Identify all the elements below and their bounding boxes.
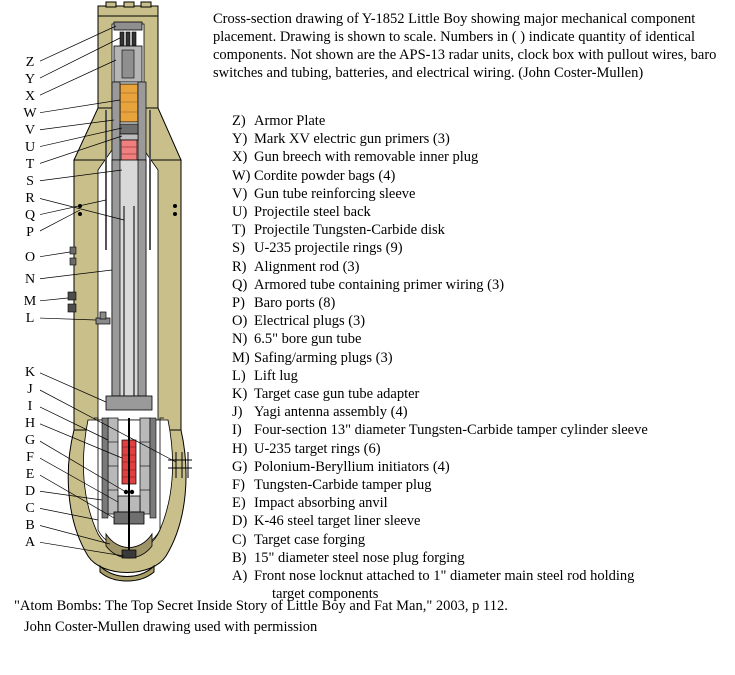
legend-text-v: Gun tube reinforcing sleeve [254, 185, 416, 202]
legend-item-s [232, 239, 727, 257]
legend-item-y [232, 130, 727, 148]
legend-key-p: P) [232, 295, 245, 312]
legend-text-a: Front nose locknut attached to 1" diameter main steel rod holding [254, 568, 635, 585]
legend-item-q [232, 276, 727, 294]
legend-text-e: Impact absorbing anvil [254, 495, 388, 512]
legend-item-r [232, 258, 727, 276]
callout-letter-i: I [27, 399, 33, 414]
callout-letter-u: U [24, 140, 36, 155]
callout-letter-j: J [27, 382, 33, 397]
legend-key-j: J) [232, 404, 243, 421]
legend-text-u: Projectile steel back [254, 204, 371, 221]
legend-text-y: Mark XV electric gun primers (3) [254, 131, 450, 148]
source-citation-line: "Atom Bombs: The Top Secret Inside Story of Little Boy and Fat Man," 2003, p 112. [14, 598, 508, 614]
legend-text-l: Lift lug [254, 367, 298, 384]
legend-text-a-continued: target components [272, 586, 379, 603]
gun-primers [120, 32, 136, 46]
callout-letter-d: D [24, 484, 36, 499]
callout-letter-z: Z [25, 55, 35, 70]
callout-letter-b: B [25, 518, 35, 533]
legend-key-s: S) [232, 240, 245, 257]
legend-item-k [232, 385, 727, 403]
legend-key-v: V) [232, 185, 248, 202]
legend-item-z [232, 112, 727, 130]
target-case-gun-tube-adapter [106, 396, 152, 410]
legend-text-f: Tungsten-Carbide tamper plug [254, 477, 432, 494]
callout-letter-m: M [23, 294, 37, 309]
legend-item-d [232, 512, 727, 530]
callout-letter-e: E [25, 467, 35, 482]
legend-item-w [232, 167, 727, 185]
legend-text-r: Alignment rod (3) [254, 258, 360, 275]
callout-letter-n: N [24, 272, 36, 287]
callout-letter-p: P [26, 225, 34, 240]
legend-item-j [232, 403, 727, 421]
legend-key-x: X) [232, 149, 248, 166]
legend-key-m: M) [232, 349, 250, 366]
cordite-powder-bags [120, 84, 138, 122]
bomb-cross-section-drawing [40, 0, 215, 590]
legend-text-z: Armor Plate [254, 113, 326, 129]
legend-text-b: 15" diameter steel nose plug forging [254, 549, 465, 566]
legend-item-u [232, 203, 727, 221]
legend-item-b [232, 549, 727, 567]
callout-letter-t: T [25, 157, 35, 172]
legend-item-l [232, 367, 727, 385]
legend-key-k: K) [232, 386, 248, 403]
legend-text-w: Cordite powder bags (4) [254, 167, 396, 184]
legend-text-h: U-235 target rings (6) [254, 440, 381, 457]
legend-item-t [232, 221, 727, 239]
callout-letter-l: L [25, 311, 35, 326]
legend-item-i [232, 421, 727, 439]
legend-item-h [232, 440, 727, 458]
legend-item-e [232, 494, 727, 512]
legend-key-u: U) [232, 204, 248, 221]
callout-letter-k: K [24, 365, 36, 380]
callout-letter-w: W [23, 106, 37, 121]
legend-key-l: L) [232, 367, 246, 384]
legend-key-a: A) [232, 568, 248, 585]
callout-letter-o: O [24, 250, 36, 265]
legend-key-c: C) [232, 531, 247, 548]
callout-letter-c: C [25, 501, 35, 516]
callout-letter-q: Q [24, 208, 36, 223]
gun-tube [112, 160, 146, 396]
legend-key-i: I) [232, 422, 242, 439]
legend-key-f: F) [232, 477, 245, 494]
legend-text-t: Projectile Tungsten-Carbide disk [254, 222, 445, 239]
armor-plate [114, 22, 142, 30]
legend-text-o: Electrical plugs (3) [254, 313, 366, 330]
legend-key-g: G) [232, 458, 248, 475]
legend-item-f [232, 476, 727, 494]
legend-key-w: W) [232, 167, 251, 184]
callout-letter-x: X [24, 89, 36, 104]
callout-letter-h: H [24, 416, 36, 431]
legend-text-d: K-46 steel target liner sleeve [254, 513, 421, 530]
legend-item-a [232, 567, 727, 585]
legend-key-o: O) [232, 313, 248, 330]
legend-text-m: Safing/arming plugs (3) [254, 349, 393, 366]
source-credit [14, 596, 714, 638]
callout-letter-r: R [25, 191, 35, 206]
legend-key-n: N) [232, 331, 248, 348]
permission-line: John Coster-Mullen drawing used with permission [24, 619, 318, 635]
legend-key-t: T) [232, 222, 246, 239]
callout-letter-y: Y [24, 72, 36, 87]
legend-key-d: D) [232, 513, 248, 530]
legend-item-n [232, 330, 727, 348]
callout-letter-g: G [24, 433, 36, 448]
callout-letter-v: V [24, 123, 36, 138]
component-legend [232, 112, 727, 603]
callout-letter-f: F [26, 450, 34, 465]
legend-item-c [232, 531, 727, 549]
legend-key-b: B) [232, 549, 247, 566]
legend-text-g: Polonium-Beryllium initiators (4) [254, 458, 450, 475]
legend-text-j: Yagi antenna assembly (4) [254, 404, 408, 421]
legend-item-p [232, 294, 727, 312]
gun-breech [114, 46, 142, 82]
legend-text-x: Gun breech with removable inner plug [254, 149, 479, 166]
legend-key-r: R) [232, 258, 247, 275]
legend-item-v [232, 185, 727, 203]
legend-text-q: Armored tube containing primer wiring (3) [254, 276, 505, 293]
legend-text-s: U-235 projectile rings (9) [254, 240, 403, 257]
legend-text-n: 6.5" bore gun tube [254, 331, 362, 348]
intro-paragraph: Cross-section drawing of Y-1852 Little Boy showing major mechanical component placement. Drawing is shown to scale. Numbers in ( ) indicate quantity of identical components. Not shown are the APS-13 radar units, clock box with pullout wires, baro switches and tubing, batteries, and electrical wiring. (John Coster-Mullen) [213, 11, 717, 81]
legend-item-o [232, 312, 727, 330]
legend-key-q: Q) [232, 276, 248, 293]
legend-key-y: Y) [232, 131, 248, 148]
legend-text-c: Target case forging [254, 531, 366, 548]
callout-letter-a: A [24, 535, 36, 550]
legend-text-p: Baro ports (8) [254, 295, 336, 312]
legend-key-h: H) [232, 440, 248, 457]
callout-letter-s: S [26, 174, 34, 189]
legend-item-m [232, 349, 727, 367]
legend-text-i: Four-section 13" diameter Tungsten-Carbide tamper cylinder sleeve [254, 422, 648, 439]
legend-key-e: E) [232, 495, 246, 512]
legend-item-g [232, 458, 727, 476]
legend-text-k: Target case gun tube adapter [254, 386, 420, 403]
legend-item-x [232, 148, 727, 166]
legend-key-z: Z) [232, 113, 246, 129]
